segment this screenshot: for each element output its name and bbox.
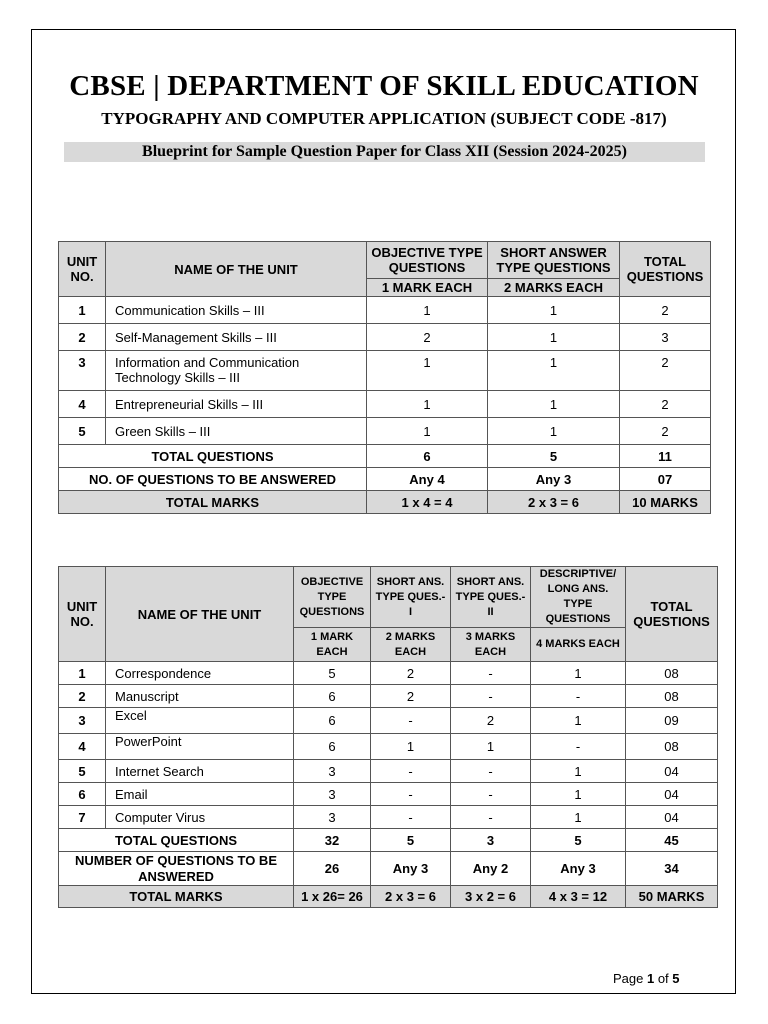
- short-count: 1: [488, 351, 620, 391]
- short-count: 1: [488, 297, 620, 324]
- short1-count: -: [371, 708, 451, 734]
- unit-name: Excel: [106, 708, 294, 734]
- table-row: [59, 351, 711, 391]
- page-total: 5: [672, 971, 680, 986]
- department-title: CBSE | DEPARTMENT OF SKILL EDUCATION: [69, 70, 699, 102]
- short1-count: 1: [371, 734, 451, 760]
- header-unit-name: NAME OF THE UNIT: [106, 242, 367, 297]
- header-short-answer: SHORT ANSWER TYPE QUESTIONS: [488, 242, 620, 279]
- short-marks: 2 x 3 = 6: [488, 491, 620, 514]
- short-count: 1: [488, 324, 620, 351]
- unit-no: 3: [59, 708, 106, 734]
- page-number: [613, 971, 680, 986]
- header-objective: OBJECTIVE TYPE QUESTIONS: [294, 567, 371, 628]
- row-label: NUMBER OF QUESTIONS TO BE ANSWERED: [59, 852, 294, 886]
- unit-no: 4: [59, 734, 106, 760]
- descriptive-count: 1: [531, 806, 626, 829]
- objective-count: 6: [294, 734, 371, 760]
- objective-marks: 1 x 4 = 4: [367, 491, 488, 514]
- part-a-blueprint-table: [58, 241, 711, 514]
- total-marks-row: [59, 886, 718, 908]
- objective-count: 1: [367, 297, 488, 324]
- total-count: 2: [620, 391, 711, 418]
- objective-count: 3: [294, 806, 371, 829]
- questions-to-answer-row: [59, 468, 711, 491]
- total-marks: 10 MARKS: [620, 491, 711, 514]
- objective-count: 1: [367, 418, 488, 445]
- objective-marks: 1 x 26= 26: [294, 886, 371, 908]
- descriptive-count: 1: [531, 760, 626, 783]
- questions-to-answer-row: [59, 852, 718, 886]
- short-count: 1: [488, 418, 620, 445]
- unit-name: Correspondence: [106, 662, 294, 685]
- total-count: 08: [626, 734, 718, 760]
- subheader-objective-marks: 1 MARK EACH: [294, 628, 371, 662]
- total-count: 08: [626, 662, 718, 685]
- row-label: TOTAL MARKS: [59, 491, 367, 514]
- page-prefix: Page: [613, 971, 647, 986]
- page-current: 1: [646, 971, 655, 986]
- row-label: NO. OF QUESTIONS TO BE ANSWERED: [59, 468, 367, 491]
- unit-name: Green Skills – III: [106, 418, 367, 445]
- short1-count: 2: [371, 662, 451, 685]
- descriptive-count: 1: [531, 662, 626, 685]
- total-count: 04: [626, 760, 718, 783]
- descriptive-count: -: [531, 734, 626, 760]
- unit-no: 1: [59, 297, 106, 324]
- header-unit-no: UNIT NO.: [59, 567, 106, 662]
- unit-no: 2: [59, 685, 106, 708]
- unit-name: Email: [106, 783, 294, 806]
- short2-count: -: [451, 783, 531, 806]
- unit-no: 5: [59, 418, 106, 445]
- unit-no: 2: [59, 324, 106, 351]
- objective-count: 6: [294, 685, 371, 708]
- descriptive-count: Any 3: [531, 852, 626, 886]
- blueprint-banner: Blueprint for Sample Question Paper for Class XII (Session 2024-2025): [64, 142, 705, 162]
- table-row: [59, 783, 718, 806]
- total-count: 2: [620, 297, 711, 324]
- unit-name: Internet Search: [106, 760, 294, 783]
- total-marks: 50 MARKS: [626, 886, 718, 908]
- total-count: 07: [620, 468, 711, 491]
- table-row: [59, 662, 718, 685]
- row-label: TOTAL MARKS: [59, 886, 294, 908]
- descriptive-marks: 4 x 3 = 12: [531, 886, 626, 908]
- short1-count: -: [371, 806, 451, 829]
- subheader-short-marks: 2 MARKS EACH: [488, 279, 620, 297]
- objective-count: 32: [294, 829, 371, 852]
- short-count: 1: [488, 391, 620, 418]
- objective-count: 1: [367, 351, 488, 391]
- short1-count: -: [371, 783, 451, 806]
- unit-name: Manuscript: [106, 685, 294, 708]
- short2-marks: 3 x 2 = 6: [451, 886, 531, 908]
- table-row: [59, 708, 718, 734]
- total-count: 45: [626, 829, 718, 852]
- unit-name: Computer Virus: [106, 806, 294, 829]
- unit-name: PowerPoint: [106, 734, 294, 760]
- part-b-blueprint-table: [58, 566, 718, 908]
- short2-count: -: [451, 760, 531, 783]
- header-unit-no: UNIT NO.: [59, 242, 106, 297]
- header-total-questions: TOTAL QUESTIONS: [626, 567, 718, 662]
- header-short-ans-1: SHORT ANS. TYPE QUES.- I: [371, 567, 451, 628]
- total-count: 2: [620, 418, 711, 445]
- subheader-short1-marks: 2 MARKS EACH: [371, 628, 451, 662]
- objective-count: 2: [367, 324, 488, 351]
- table-row: [59, 418, 711, 445]
- objective-count: 6: [367, 445, 488, 468]
- short2-count: 3: [451, 829, 531, 852]
- table-row: [59, 685, 718, 708]
- unit-name: Self-Management Skills – III: [106, 324, 367, 351]
- short1-marks: 2 x 3 = 6: [371, 886, 451, 908]
- unit-name: Information and Communication Technology Skills – III: [106, 351, 367, 391]
- descriptive-count: 5: [531, 829, 626, 852]
- unit-name: Entrepreneurial Skills – III: [106, 391, 367, 418]
- unit-no: 3: [59, 351, 106, 391]
- short2-count: Any 2: [451, 852, 531, 886]
- short2-count: -: [451, 662, 531, 685]
- table-row: [59, 324, 711, 351]
- table-row: [59, 391, 711, 418]
- unit-no: 5: [59, 760, 106, 783]
- header-total-questions: TOTAL QUESTIONS: [620, 242, 711, 297]
- table-row: [59, 806, 718, 829]
- row-label: TOTAL QUESTIONS: [59, 445, 367, 468]
- descriptive-count: 1: [531, 708, 626, 734]
- objective-count: 6: [294, 708, 371, 734]
- unit-name: Communication Skills – III: [106, 297, 367, 324]
- total-count: 08: [626, 685, 718, 708]
- total-count: 04: [626, 806, 718, 829]
- total-questions-row: [59, 829, 718, 852]
- total-count: 04: [626, 783, 718, 806]
- unit-no: 1: [59, 662, 106, 685]
- descriptive-count: -: [531, 685, 626, 708]
- short2-count: 1: [451, 734, 531, 760]
- header-objective: OBJECTIVE TYPE QUESTIONS: [367, 242, 488, 279]
- subject-title: TYPOGRAPHY AND COMPUTER APPLICATION (SUBJECT CODE -817): [101, 109, 667, 128]
- objective-count: 26: [294, 852, 371, 886]
- short2-count: -: [451, 806, 531, 829]
- short1-count: 5: [371, 829, 451, 852]
- objective-count: 1: [367, 391, 488, 418]
- descriptive-count: 1: [531, 783, 626, 806]
- subheader-short2-marks: 3 MARKS EACH: [451, 628, 531, 662]
- objective-count: 3: [294, 760, 371, 783]
- short2-count: 2: [451, 708, 531, 734]
- table-row: [59, 760, 718, 783]
- total-count: 34: [626, 852, 718, 886]
- header-descriptive: DESCRIPTIVE/ LONG ANS. TYPE QUESTIONS: [531, 567, 626, 628]
- total-count: 2: [620, 351, 711, 391]
- short1-count: 2: [371, 685, 451, 708]
- total-count: 3: [620, 324, 711, 351]
- subheader-descriptive-marks: 4 MARKS EACH: [531, 628, 626, 662]
- unit-no: 4: [59, 391, 106, 418]
- total-questions-row: [59, 445, 711, 468]
- objective-count: Any 4: [367, 468, 488, 491]
- unit-no: 6: [59, 783, 106, 806]
- row-label: TOTAL QUESTIONS: [59, 829, 294, 852]
- short1-count: Any 3: [371, 852, 451, 886]
- total-marks-row: [59, 491, 711, 514]
- header-short-ans-2: SHORT ANS. TYPE QUES.- II: [451, 567, 531, 628]
- short1-count: -: [371, 760, 451, 783]
- objective-count: 5: [294, 662, 371, 685]
- short-count: 5: [488, 445, 620, 468]
- total-count: 11: [620, 445, 711, 468]
- table-row: [59, 734, 718, 760]
- page-of: of: [654, 971, 673, 986]
- short-count: Any 3: [488, 468, 620, 491]
- total-count: 09: [626, 708, 718, 734]
- unit-no: 7: [59, 806, 106, 829]
- objective-count: 3: [294, 783, 371, 806]
- header-unit-name: NAME OF THE UNIT: [106, 567, 294, 662]
- table-row: [59, 297, 711, 324]
- short2-count: -: [451, 685, 531, 708]
- subheader-objective-marks: 1 MARK EACH: [367, 279, 488, 297]
